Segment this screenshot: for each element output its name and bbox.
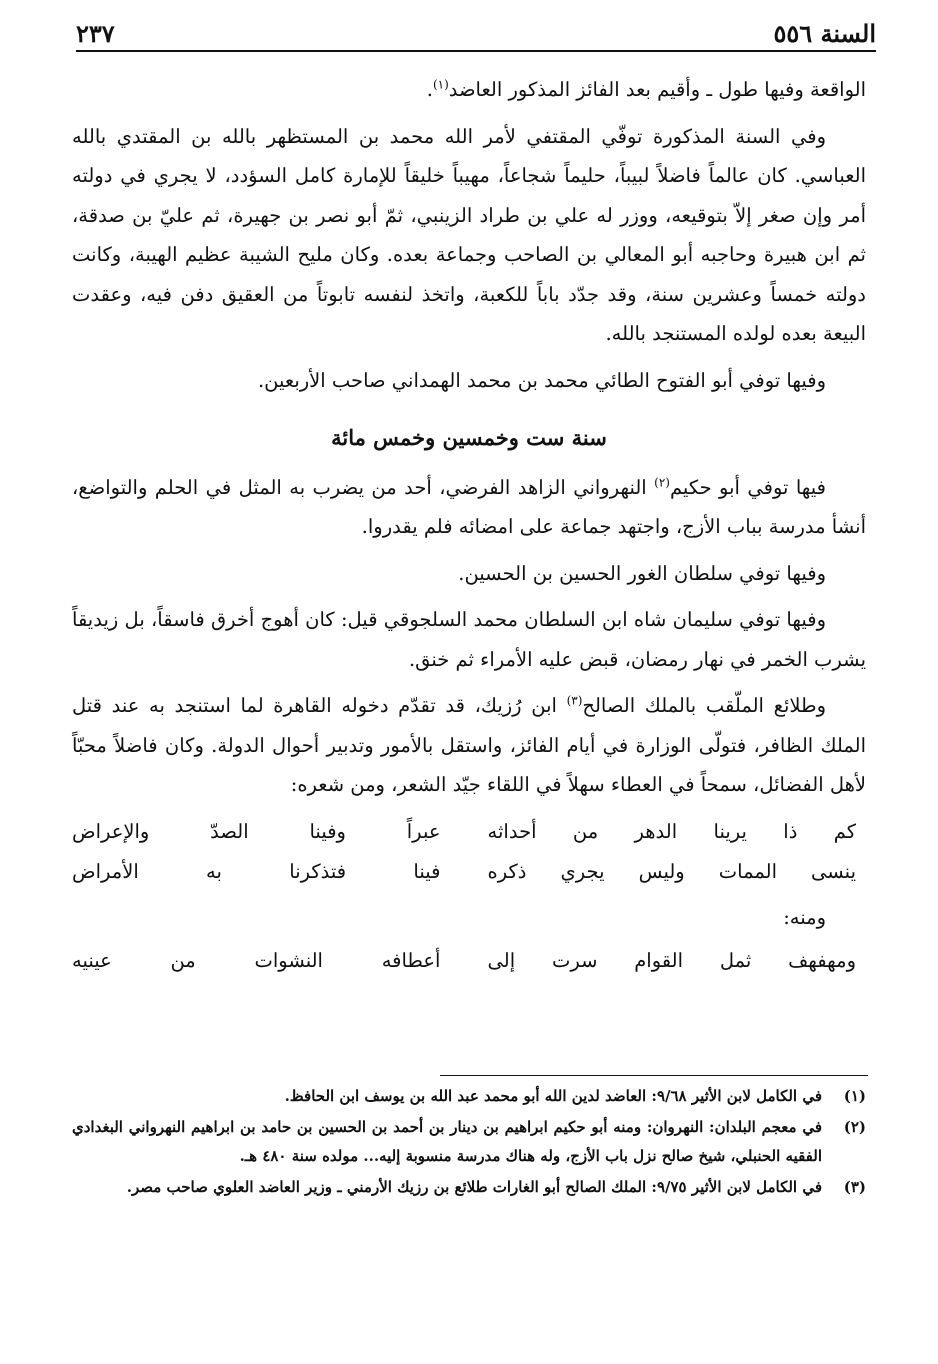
paragraph-6: وفيها توفي سليمان شاه ابن السلطان محمد السلجوقي قيل: كان أهوج أخرق فاسقاً، بل زيديقاً يشرب الخمر في نهار رمضان، قبض عليه الأمراء ثم خنق.: [72, 608, 866, 671]
paragraph-7: [72, 686, 866, 805]
footnote: [72, 1173, 866, 1202]
footnote: [72, 1082, 866, 1111]
verse-line: [72, 812, 856, 852]
verse-first-hemistich: ينسى الممات وليس يجري ذكره: [487, 859, 856, 883]
paragraph-1-end: .: [426, 78, 433, 101]
verse-intro: ومنه:: [783, 905, 826, 929]
verse-second-hemistich: عبراً وفينا الصدّ والإعراض: [72, 819, 441, 843]
paragraph-4: [72, 468, 866, 547]
footnote-text: في الكامل لابن الأثير ٩/٦٨: العاضد لدين الله أبو محمد عبد الله بن يوسف ابن الحافظ.: [284, 1087, 822, 1105]
footnote-number: (٣): [843, 1178, 866, 1196]
verse-second-hemistich: فينا فتذكرنا به الأمراض: [72, 859, 441, 883]
footnote-ref-2: (٢): [654, 475, 670, 489]
verse-first-hemistich: كم ذا يرينا الدهر من أحداثه: [487, 819, 856, 843]
footnote-number: (١): [843, 1087, 866, 1105]
main-text: [72, 70, 866, 981]
footnote-text: في الكامل لابن الأثير ٩/٧٥: الملك الصالح أبو الغارات طلائع بن رزيك الأرمني ـ وزير العاضد العلوي صاحب مصر.: [126, 1178, 822, 1196]
paragraph-7-text-a: وطلائع الملّقب بالملك الصالح: [582, 694, 826, 717]
verse-line: [72, 941, 856, 981]
footnote-text: في معجم البلدان: النهروان: ومنه أبو حكيم ابراهيم بن دينار بن أحمد بن الحسين بن حامد بن ابراهيم النهرواني البغدادي الفقيه الحنبلي، شيخ صالح نزل باب الأزج، وله هناك مدرسة منسوبة إليه... مولده سنة ٤٨٠ هـ.: [72, 1118, 822, 1165]
page-number: ٢٣٧: [76, 19, 115, 48]
header-rule: [76, 50, 876, 52]
paragraph-1-text: الواقعة وفيها طول ـ وأقيم بعد الفائز المذكور العاضد: [448, 78, 866, 101]
verse-second-hemistich: أعطافه النشوات من عينيه: [72, 949, 441, 972]
section-heading: سنة ست وخمسين وخمس مائة: [331, 425, 607, 450]
footnote-separator: [440, 1075, 868, 1076]
paragraph-3: وفيها توفي أبو الفتوح الطائي محمد بن محمد الهمداني صاحب الأربعين.: [257, 368, 826, 392]
paragraph-5: وفيها توفي سلطان الغور الحسين بن الحسين.: [458, 561, 826, 585]
footnote-ref-1: (١): [432, 77, 449, 92]
paragraph-4-text-b: النهرواني الزاهد الفرضي، أحد من يضرب به المثل في الحلم والتواضع، أنشأ مدرسة بباب الأزج، واجتهد جماعة على امضائه فلم يقدروا.: [72, 475, 866, 538]
running-title: السنة ٥٥٦: [773, 19, 876, 48]
footnote: [72, 1113, 866, 1171]
paragraph-1: [72, 70, 866, 110]
footnote-ref-3: (٣): [566, 693, 583, 708]
verse-line: [72, 852, 856, 892]
verse-first-hemistich: ومهفهف ثمل القوام سرت إلى: [487, 949, 856, 972]
paragraph-2: وفي السنة المذكورة توفّي المقتفي لأمر الله محمد بن المستظهر بالله بن المقتدي بالله العباسي. كان عالماً فاضلاً لبيباً، حليماً شجاعاً، مهيباً خليقاً للإمارة كامل السؤدد، لا يجري في دولته أمر وإن صغر إلاّ بتوقيعه، ووزر له علي بن طراد الزينبي، ثمّ أبو نصر بن جهيرة، ثم عليّ بن صدقة، ثم ابن هبيرة وحاجبه أبو المعالي بن الصاحب وجماعة بعده. وكان مليح الشيبة عظيم الهيبة، وكانت دولته خمساً وعشرين سنة، وقد جدّد باباً للكعبة، واتخذ لنفسه تابوتاً من العقيق دفن فيه، وعقدت البيعة بعده لولده المستنجد بالله.: [72, 124, 866, 345]
page-header: [76, 14, 876, 48]
footnote-number: (٢): [843, 1118, 866, 1136]
paragraph-7-text-b: ابن رُزيك، قد تقدّم دخوله القاهرة لما استنجد به عند قتل الملك الظافر، فتولّى الوزارة في أيام الفائز، واستقل بالأمور وتدبير أحوال الدولة. وكان فاضلاً محبّاً لأهل الفضائل، سمحاً في العطاء سهلاً في اللقاء جيّد الشعر، ومن شعره:: [72, 694, 866, 796]
paragraph-4-text-a: فيها توفي أبو حكيم: [669, 475, 826, 499]
footnotes: [72, 1082, 866, 1204]
